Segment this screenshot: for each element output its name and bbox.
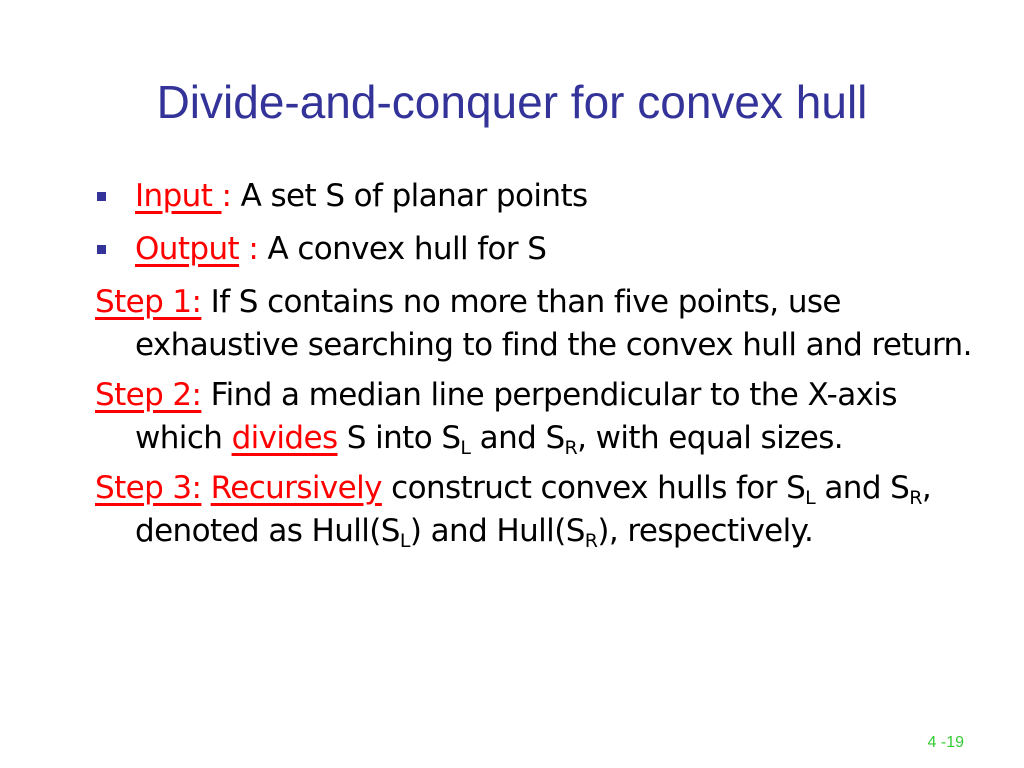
step-1 (95, 281, 975, 367)
step-2-text-4: , with equal sizes. (577, 420, 844, 456)
step-2-text-1: Find a median line perpendicular to the X-axis which (135, 377, 897, 456)
step-2-sub-2: R (564, 437, 578, 459)
step-3-sub-4: R (584, 530, 598, 552)
step-3-text-2: and S (815, 470, 910, 506)
input-text: A set S of planar points (231, 178, 588, 214)
input-label: Input (135, 178, 222, 214)
slide-content (95, 175, 975, 560)
square-bullet-icon (97, 245, 106, 254)
step-2-keyword: divides (231, 420, 338, 456)
input-colon: : (221, 178, 232, 214)
step-3 (95, 467, 975, 553)
page-number: 4 -19 (927, 734, 964, 751)
square-bullet-icon (97, 192, 106, 201)
output-colon: : (239, 231, 259, 267)
step-3-sub-1: L (805, 487, 816, 509)
step-1-label: Step 1: (95, 284, 202, 320)
step-2-label: Step 2: (95, 377, 202, 413)
step-3-keyword: Recursively (210, 470, 382, 506)
step-2 (95, 374, 975, 460)
bullet-output (95, 228, 975, 271)
step-1-text: If S contains no more than five points, use exhaustive searching to find the convex hull and return. (135, 284, 972, 363)
step-3-sub-3: L (399, 530, 410, 552)
step-3-label: Step 3: (95, 470, 202, 506)
bullet-input (95, 175, 975, 218)
step-3-text-1: construct convex hulls for S (381, 470, 806, 506)
output-text: A convex hull for S (258, 231, 547, 267)
step-2-text-3: and S (470, 420, 565, 456)
output-label: Output (135, 231, 240, 267)
step-3-text-5: ), respectively. (597, 513, 814, 549)
slide-title: Divide-and-conquer for convex hull (156, 76, 868, 128)
step-3-text-4: ) and Hull(S (409, 513, 585, 549)
step-2-text-2: S into S (337, 420, 461, 456)
step-3-sub-2: R (909, 487, 922, 509)
step-2-sub-1: L (460, 437, 471, 459)
step-3-text-3: , denoted as Hull(S (135, 470, 932, 549)
